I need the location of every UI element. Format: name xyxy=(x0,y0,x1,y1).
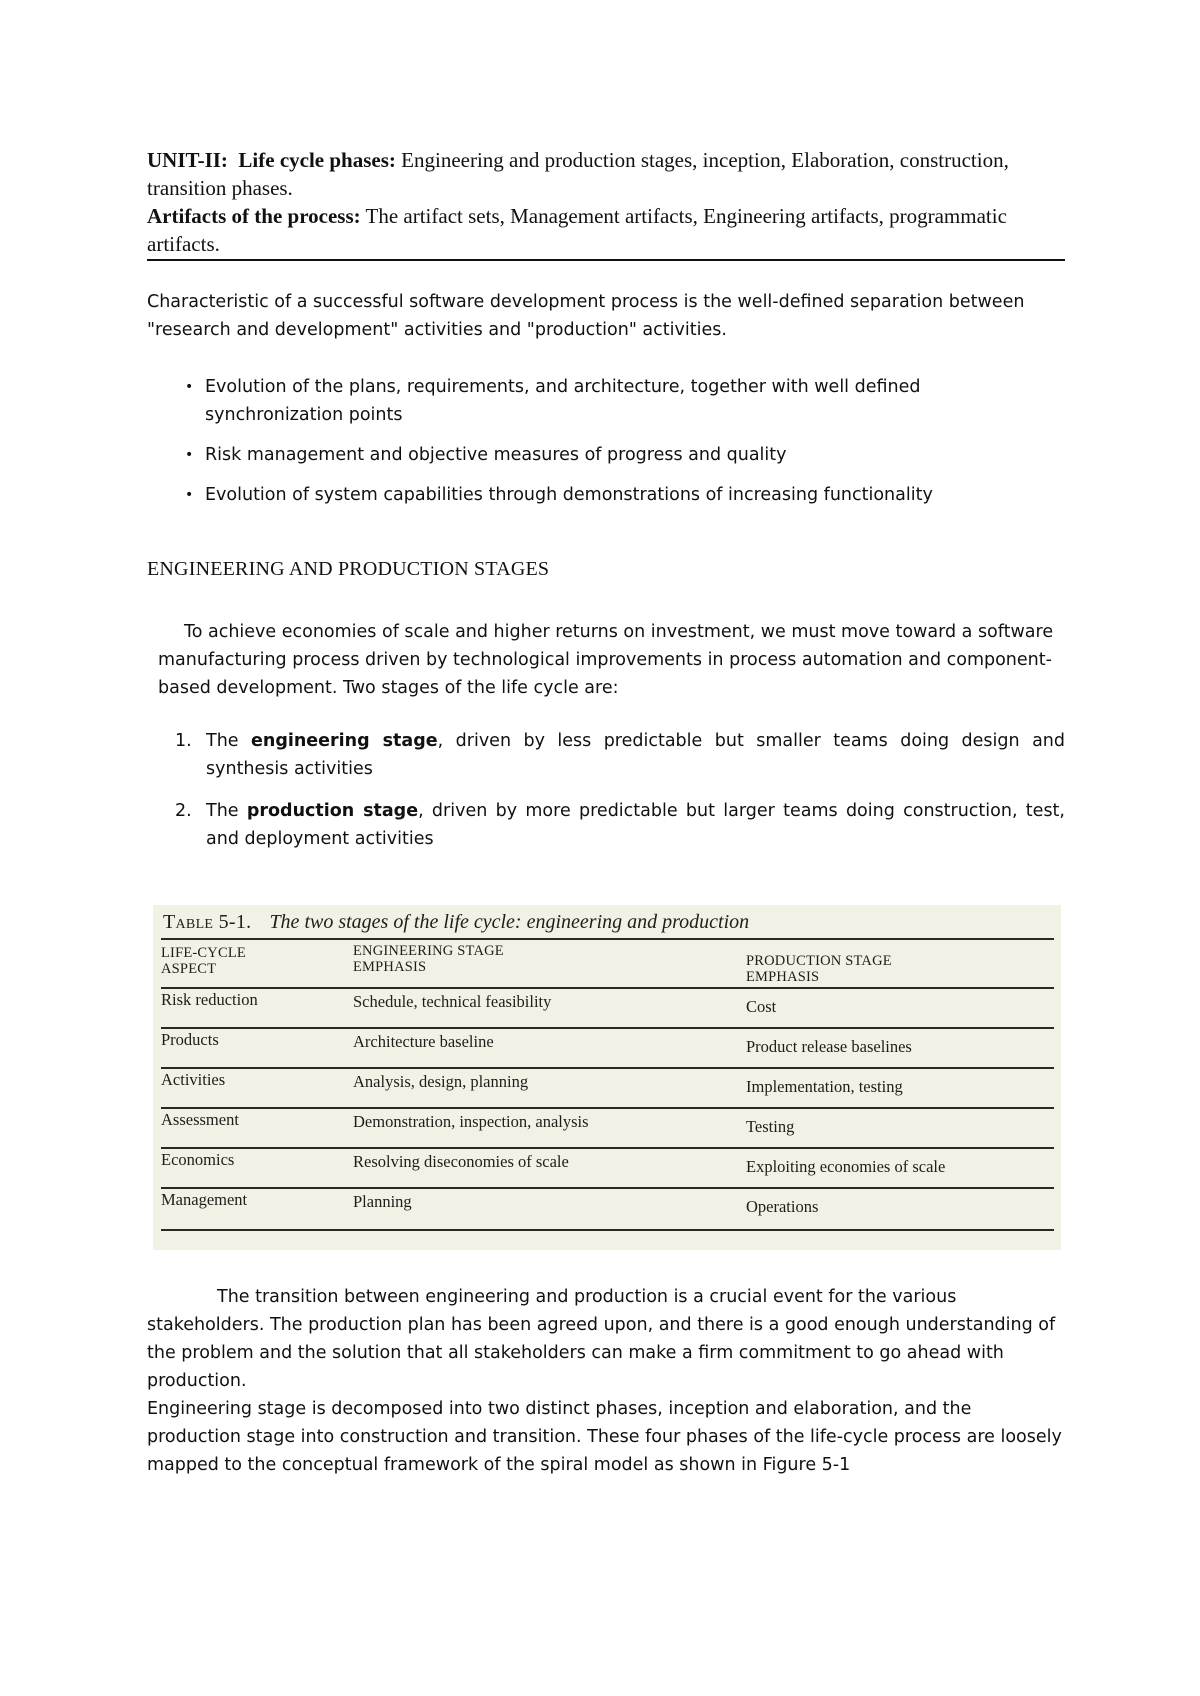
life-cycle-table xyxy=(153,905,1061,1250)
row-rule xyxy=(161,1187,1054,1189)
cell-engineering: Schedule, technical feasibility xyxy=(353,992,552,1011)
row-rule xyxy=(161,1027,1054,1029)
list-item xyxy=(180,441,1060,469)
stage-name: production stage xyxy=(246,801,419,821)
cell-production: Implementation, testing xyxy=(746,1077,903,1096)
list-item-text: Evolution of the plans, requirements, and architecture, together with well defined synchronization points xyxy=(205,377,921,425)
header-production xyxy=(746,953,892,985)
table-header-rule xyxy=(161,987,1054,989)
table-title: The two stages of the life cycle: engineering and production xyxy=(269,911,750,933)
phases-label: Life cycle phases: xyxy=(238,148,396,172)
row-rule xyxy=(161,1107,1054,1109)
list-item xyxy=(180,373,1060,429)
cell-production: Operations xyxy=(746,1197,819,1216)
cell-engineering: Architecture baseline xyxy=(353,1032,494,1051)
stage-name: engineering stage xyxy=(251,731,438,751)
row-rule xyxy=(161,1067,1054,1069)
header-production-line2: EMPHASIS xyxy=(746,969,820,985)
stage-description: , driven by more predictable but larger teams doing construction, test, and deployment activities xyxy=(206,801,1065,849)
intro-paragraph: Characteristic of a successful software development process is the well-defined separation between "research and development" activities and "production" activities. xyxy=(147,292,1025,340)
artifacts-label: Artifacts of the process: xyxy=(147,204,361,228)
header-aspect-line2: ASPECT xyxy=(161,961,217,977)
cell-engineering: Analysis, design, planning xyxy=(353,1072,529,1091)
cell-aspect: Economics xyxy=(161,1150,235,1169)
cell-aspect: Assessment xyxy=(161,1110,239,1129)
header-engineering xyxy=(353,943,504,975)
header-aspect-line1: LIFE-CYCLE xyxy=(161,945,246,961)
header-engineering-line2: EMPHASIS xyxy=(353,959,427,975)
table-bottom-rule xyxy=(161,1229,1054,1231)
table-caption xyxy=(163,911,749,934)
header-production-line1: PRODUCTION STAGE xyxy=(746,953,892,969)
list-item xyxy=(180,481,1060,509)
table-top-rule xyxy=(161,938,1054,940)
list-item-text: Evolution of system capabilities through demonstrations of increasing functionality xyxy=(205,485,933,505)
stages-list xyxy=(175,727,1065,867)
cell-aspect: Risk reduction xyxy=(161,990,258,1009)
phases-text: Engineering and production stages, inception, Elaboration, construction, transition phases. xyxy=(147,148,1009,200)
header-aspect xyxy=(161,945,246,977)
stage-pre: The xyxy=(206,731,251,751)
cell-production: Testing xyxy=(746,1117,795,1136)
transition-paragraph xyxy=(147,1283,1067,1395)
unit-header xyxy=(147,146,1065,261)
cell-engineering: Demonstration, inspection, analysis xyxy=(353,1112,589,1131)
bullet-icon: • xyxy=(185,447,194,463)
unit-label: UNIT-II: xyxy=(147,148,228,172)
header-line-artifacts xyxy=(147,202,1065,258)
economies-paragraph-text: To achieve economies of scale and higher returns on investment, we must move toward a software manufacturing process driven by technological improvements in process automation and component-based development. Two stages of the life cycle are: xyxy=(158,622,1054,698)
list-item-text: Risk management and objective measures of progress and quality xyxy=(205,445,787,465)
stage-number: 1. xyxy=(175,731,192,751)
transition-paragraph-text: The transition between engineering and production is a crucial event for the various stakeholders. The production plan has been agreed upon, and there is a good enough understanding of the problem and the solution that all stakeholders can make a firm commitment to go ahead with production. xyxy=(147,1287,1056,1391)
cell-aspect: Activities xyxy=(161,1070,226,1089)
header-line-phases xyxy=(147,146,1065,202)
table-label: Table 5-1. xyxy=(163,911,252,933)
cell-engineering: Resolving diseconomies of scale xyxy=(353,1152,569,1171)
economies-paragraph xyxy=(158,618,1068,702)
cell-production: Product release baselines xyxy=(746,1037,912,1056)
bullet-icon: • xyxy=(185,487,194,503)
artifacts-text: The artifact sets, Management artifacts, Engineering artifacts, programmatic artifacts. xyxy=(147,204,1007,256)
stage-item xyxy=(175,727,1065,783)
stage-description: , driven by less predictable but smaller teams doing design and synthesis activities xyxy=(206,731,1065,779)
characteristics-list xyxy=(180,373,1060,521)
decomposition-paragraph: Engineering stage is decomposed into two distinct phases, inception and elaboration, and the production stage into construction and transition. These four phases of the life-cycle process are loosely mapped to the conceptual framework of the spiral model as shown in Figure 5-1 xyxy=(147,1399,1062,1475)
bullet-icon: • xyxy=(185,379,194,395)
stage-pre: The xyxy=(206,801,247,821)
cell-production: Exploiting economies of scale xyxy=(746,1157,946,1176)
cell-aspect: Products xyxy=(161,1030,219,1049)
cell-engineering: Planning xyxy=(353,1192,412,1211)
stage-number: 2. xyxy=(175,801,192,821)
header-engineering-line1: ENGINEERING STAGE xyxy=(353,943,504,959)
section-heading: ENGINEERING AND PRODUCTION STAGES xyxy=(147,558,550,580)
cell-aspect: Management xyxy=(161,1190,248,1209)
stage-item xyxy=(175,797,1065,853)
row-rule xyxy=(161,1147,1054,1149)
cell-production: Cost xyxy=(746,997,777,1016)
